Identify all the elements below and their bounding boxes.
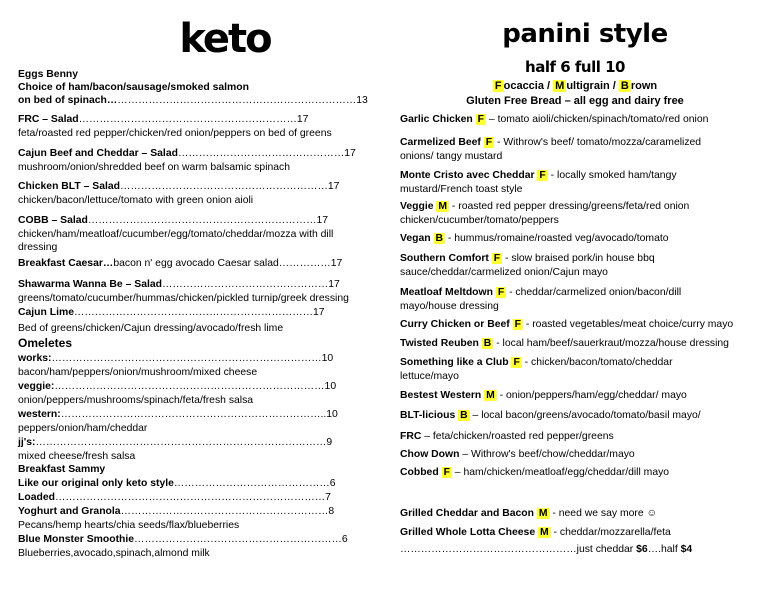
panini-item-desc: - need we say more ☺	[549, 508, 658, 519]
omelete-western-desc: peppers/onion/ham/cheddar	[18, 423, 148, 434]
omelete-jjs-desc: mixed cheese/fresh salsa	[18, 451, 136, 462]
panini-item	[400, 136, 701, 149]
omeletes-heading: Omeletes	[18, 336, 73, 350]
panini-item-desc-cont: lettuce/mayo	[400, 371, 459, 382]
panini-item-name: FRC	[400, 431, 422, 442]
panini-item-name: Vegan	[400, 233, 431, 244]
bread-options: F ocaccia / M ultigrain / B rown	[494, 80, 658, 92]
bread-code-badge: M	[438, 201, 448, 212]
panini-item	[400, 356, 673, 369]
bread-code-badge: F	[477, 114, 485, 125]
eggs-benny-line3: on bed of spinach………………………………………………………………13	[18, 95, 368, 106]
panini-item-desc: - onion/peppers/ham/egg/cheddar/ mayo	[496, 390, 687, 401]
omelete-works: works:……………………………………………………………………10	[18, 353, 334, 364]
bread-code-badge: F	[443, 467, 450, 478]
panini-item	[400, 389, 687, 402]
panini-item-desc-cont: onions/ tangy mustard	[400, 151, 503, 162]
panini-item-desc-cont: sauce/cheddar/carmelized onion/Cajun mayo	[400, 267, 608, 278]
cajun-lime-desc: Bed of greens/chicken/Cajun dressing/avocado/fresh lime	[18, 323, 284, 334]
eggs-benny-name: Eggs Benny	[18, 69, 79, 80]
panini-item-name: Chow Down	[400, 449, 460, 460]
panini-item	[400, 252, 655, 265]
panini-item-desc: – feta/chicken/roasted red pepper/greens	[421, 431, 614, 442]
bread-code-badge: F	[493, 253, 501, 264]
panini-item-name: Garlic Chicken	[400, 114, 473, 125]
panini-item	[400, 430, 614, 443]
panini-item-desc: – tomato aioli/chicken/spinach/tomato/red onion	[486, 114, 709, 125]
panini-item-name: Monte Cristo avec Cheddar	[400, 170, 535, 181]
cajun-salad: Cajun Beef and Cheddar – Salad…………………………………………17	[18, 148, 356, 159]
bread-code-badge: F	[497, 287, 505, 298]
panini-item-desc: – Withrow's beef/chow/cheddar/mayo	[459, 449, 635, 460]
panini-item-desc: - chicken/bacon/tomato/cheddar	[521, 357, 673, 368]
panini-item-desc: - cheddar/mozzarella/feta	[550, 527, 671, 538]
yoghurt-desc: Pecans/hemp hearts/chia seeds/flax/blueberries	[18, 520, 240, 531]
panini-item	[400, 169, 677, 182]
panini-item	[400, 113, 708, 126]
panini-item-desc: – local bacon/greens/avocado/tomato/basil mayo/	[469, 410, 701, 421]
panini-item-name: Twisted Reuben	[400, 338, 479, 349]
cobb-desc1: chicken/ham/meatloaf/cucumber/egg/tomato/cheddar/mozza with dill	[18, 229, 334, 240]
panini-item-name: Meatloaf Meltdown	[400, 287, 493, 298]
panini-item-name: Something like a Club	[400, 357, 509, 368]
panini-item	[400, 526, 671, 539]
panini-title: panini style	[502, 19, 668, 49]
cobb-desc2: dressing	[18, 242, 58, 253]
panini-item-name: Bestest Western	[400, 390, 482, 401]
shawarma-salad: Shawarma Wanna Be – Salad…………………………………………17	[18, 279, 340, 290]
bread-code-b: B	[620, 80, 629, 92]
bread-code-badge: M	[486, 390, 495, 401]
bread-code-f: F	[494, 80, 502, 92]
panini-item	[400, 232, 669, 245]
panini-item-name: Grilled Whole Lotta Cheese	[400, 527, 536, 538]
bread-code-badge: M	[540, 527, 549, 538]
yoghurt-granola: Yoghurt and Granola……………………………………………………8	[18, 506, 335, 517]
bread-code-badge: F	[513, 357, 520, 368]
sammy-loaded: Loaded……………………………………………………………………7	[18, 492, 331, 503]
bread-code-m: M	[555, 80, 565, 92]
panini-item-desc: - locally smoked ham/tangy	[547, 170, 677, 181]
panini-item-name: Grilled Cheddar and Bacon	[400, 508, 534, 519]
cheese-price-line: ……………………………………………just cheddar $6….half $4	[400, 544, 693, 555]
eggs-benny-line2: Choice of ham/bacon/sausage/smoked salmon	[18, 82, 249, 93]
panini-item	[400, 409, 701, 422]
bread-code-badge: F	[539, 170, 546, 181]
omelete-western: western:…………………………………………………………………..10	[18, 409, 338, 420]
cajun-lime: Cajun Lime……………………………………………………………17	[18, 307, 325, 318]
blue-monster: Blue Monster Smoothie……………………………………………………6	[18, 534, 348, 545]
frc-desc: feta/roasted red pepper/chicken/red onion/peppers on bed of greens	[18, 128, 332, 139]
omelete-veggie-desc: onion/peppers/mushrooms/spinach/feta/fresh salsa	[18, 395, 254, 406]
panini-item-desc: - roasted vegetables/meat choice/curry mayo	[522, 319, 734, 330]
panini-item-name: BLT-licious	[400, 410, 456, 421]
bread-code-badge: B	[483, 338, 492, 349]
panini-item-desc: – ham/chicken/meatloaf/egg/cheddar/dill mayo	[451, 467, 670, 478]
panini-item	[400, 448, 635, 461]
bread-code-badge: B	[460, 410, 468, 421]
panini-item-desc: - hummus/romaine/roasted veg/avocado/tomato	[445, 233, 669, 244]
panini-item-desc-cont: chicken/cucumber/tomato/peppers	[400, 215, 559, 226]
keto-title: keto	[179, 16, 271, 62]
panini-item	[400, 200, 689, 213]
shawarma-desc: greens/tomato/cucumber/hummas/chicken/pickled turnip/greek dressing	[18, 293, 349, 304]
panini-item-name: Southern Comfort	[400, 253, 489, 264]
cobb-salad: COBB – Salad…………………………………………………………17	[18, 215, 329, 226]
gluten-free-note: Gluten Free Bread – all egg and dairy free	[466, 95, 684, 107]
sammy-like: Like our original only keto style………………………………………6	[18, 478, 336, 489]
panini-item-desc-cont: mayo/house dressing	[400, 301, 499, 312]
cajun-desc: mushroom/onion/shredded beef on warm balsamic spinach	[18, 162, 291, 173]
panini-item-desc: - Withrow's beef/ tomato/mozza/caramelized	[494, 137, 702, 148]
panini-item	[400, 286, 681, 299]
sammy-heading: Breakfast Sammy	[18, 464, 106, 475]
blt-desc: chicken/bacon/lettuce/tomato with green onion aioli	[18, 195, 254, 206]
panini-prices: half 6 full 10	[525, 58, 625, 76]
frc-salad: FRC – Salad………………………………………………………17	[18, 114, 309, 125]
omelete-jjs: jj's:…………………………………………………………………………9	[18, 437, 333, 448]
bread-code-badge: F	[514, 319, 521, 330]
bread-code-badge: M	[538, 508, 548, 519]
panini-item-desc-cont: mustard/French toast style	[400, 184, 523, 195]
panini-item-desc: - cheddar/carmelized onion/bacon/dill	[506, 287, 682, 298]
panini-item-name: Carmelized Beef	[400, 137, 481, 148]
omelete-veggie: veggie:……………………………………………………………………10	[18, 381, 337, 392]
panini-item	[400, 318, 733, 331]
panini-item-name: Veggie	[400, 201, 437, 212]
panini-item	[400, 337, 729, 350]
blt-salad: Chicken BLT – Salad……………………………………………………17	[18, 181, 340, 192]
blue-monster-desc: Blueberries,avocado,spinach,almond milk	[18, 548, 210, 559]
panini-item-name: Curry Chicken or Beef	[400, 319, 510, 330]
panini-item-desc: - slow braised pork/in house bbq	[502, 253, 655, 264]
omelete-works-desc: bacon/ham/peppers/onion/mushroom/mixed cheese	[18, 367, 258, 378]
panini-item	[400, 507, 657, 520]
panini-item-desc: - local ham/beef/sauerkraut/mozza/house dressing	[493, 338, 729, 349]
bread-code-badge: F	[485, 137, 493, 148]
breakfast-caesar: Breakfast Caesar…bacon n' egg avocado Caesar salad……………17	[18, 258, 343, 269]
panini-item	[400, 466, 669, 479]
bread-code-badge: B	[435, 233, 444, 244]
panini-item-desc: - roasted red pepper dressing/greens/feta/red onion	[449, 201, 690, 212]
panini-item-name: Cobbed	[400, 467, 439, 478]
